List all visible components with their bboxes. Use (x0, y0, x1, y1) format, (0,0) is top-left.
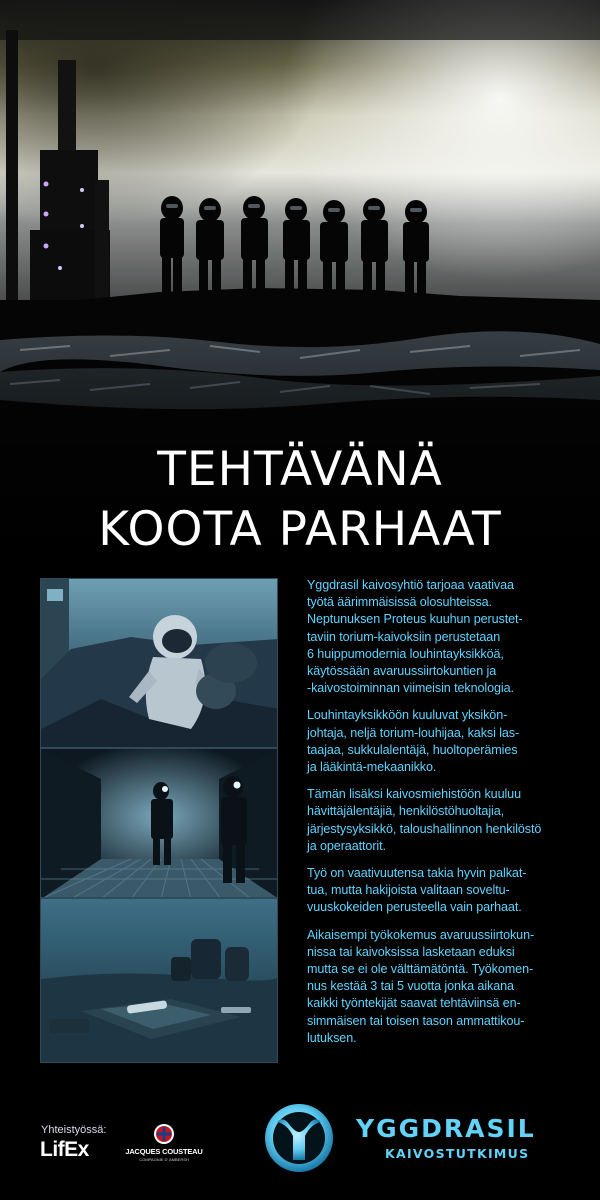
paragraph-5: Aikaisempi työkokemus avaruussiirtokun- nissa tai kaivoksissa lasketaan eduksi mutta se ei ole välttämätöntä. Työkomen- nus kestää 3 tai 5 vuotta jonka aikana kaikki työntekijät saavat tehtäviinsä en- simmäisen tai toisen tason ammattikou- lutuksen. (307, 927, 535, 1045)
cooperation-label: Yhteistyössä: (41, 1124, 107, 1136)
yggdrasil-logo-icon (263, 1102, 335, 1174)
headline (0, 440, 600, 560)
astronaut-photo (40, 578, 278, 748)
cousteau-name: JACQUES COUSTEAU (125, 1147, 203, 1156)
paragraph-2: Louhintayksikköön kuuluvat yksikön- johtaja, neljä torium-louhijaa, kaksi las- taajaa, sukkulalentäjä, huoltoperämies ja lääkintä-mekaanikko. (307, 708, 520, 775)
lifex-logo: LifEx (40, 1138, 89, 1161)
mine-tunnel-photo (40, 748, 278, 898)
headline-line-2: KOOTA PARHAAT (98, 502, 502, 557)
paragraph-3: Tämän lisäksi kaivosmiehistöön kuuluu hävittäjälentäjiä, henkilöstöhuoltajia, järjestysyksikkö, taloushallinnon henkilöstö ja operaattorit. (307, 787, 542, 853)
brand-subtitle: KAIVOSTUTKIMUS (385, 1146, 530, 1161)
cousteau-emblem-icon (124, 1122, 204, 1146)
paragraph-1: Yggdrasil kaivosyhtiö tarjoaa vaativaa työtä äärimmäisissä olosuhteissa. Neptunuksen Proteus kuuhun perustet- taviin torium-kaivoksiin perustetaan 6 huippumodernia louhintayksikköä, käytössään avaruussiirtokuntien ja -kaivostoiminnan viimeisin teknologia. (307, 578, 523, 696)
paragraph-4: Työ on vaativuutensa takia hyvin palkat- tua, mutta hakijoista valitaan soveltu- vuuskokeiden perusteella vain parhaat. (307, 866, 527, 915)
brand-name: YGGDRASIL (356, 1114, 536, 1143)
headline-line-1: TEHTÄVÄNÄ (157, 442, 443, 497)
cousteau-subtitle: COMPAGNIE D' AMBERSH (139, 1157, 189, 1162)
cousteau-logo (124, 1122, 204, 1166)
photo-column (40, 578, 278, 1063)
body-copy (307, 577, 585, 1057)
seabed-base-photo (40, 898, 278, 1063)
